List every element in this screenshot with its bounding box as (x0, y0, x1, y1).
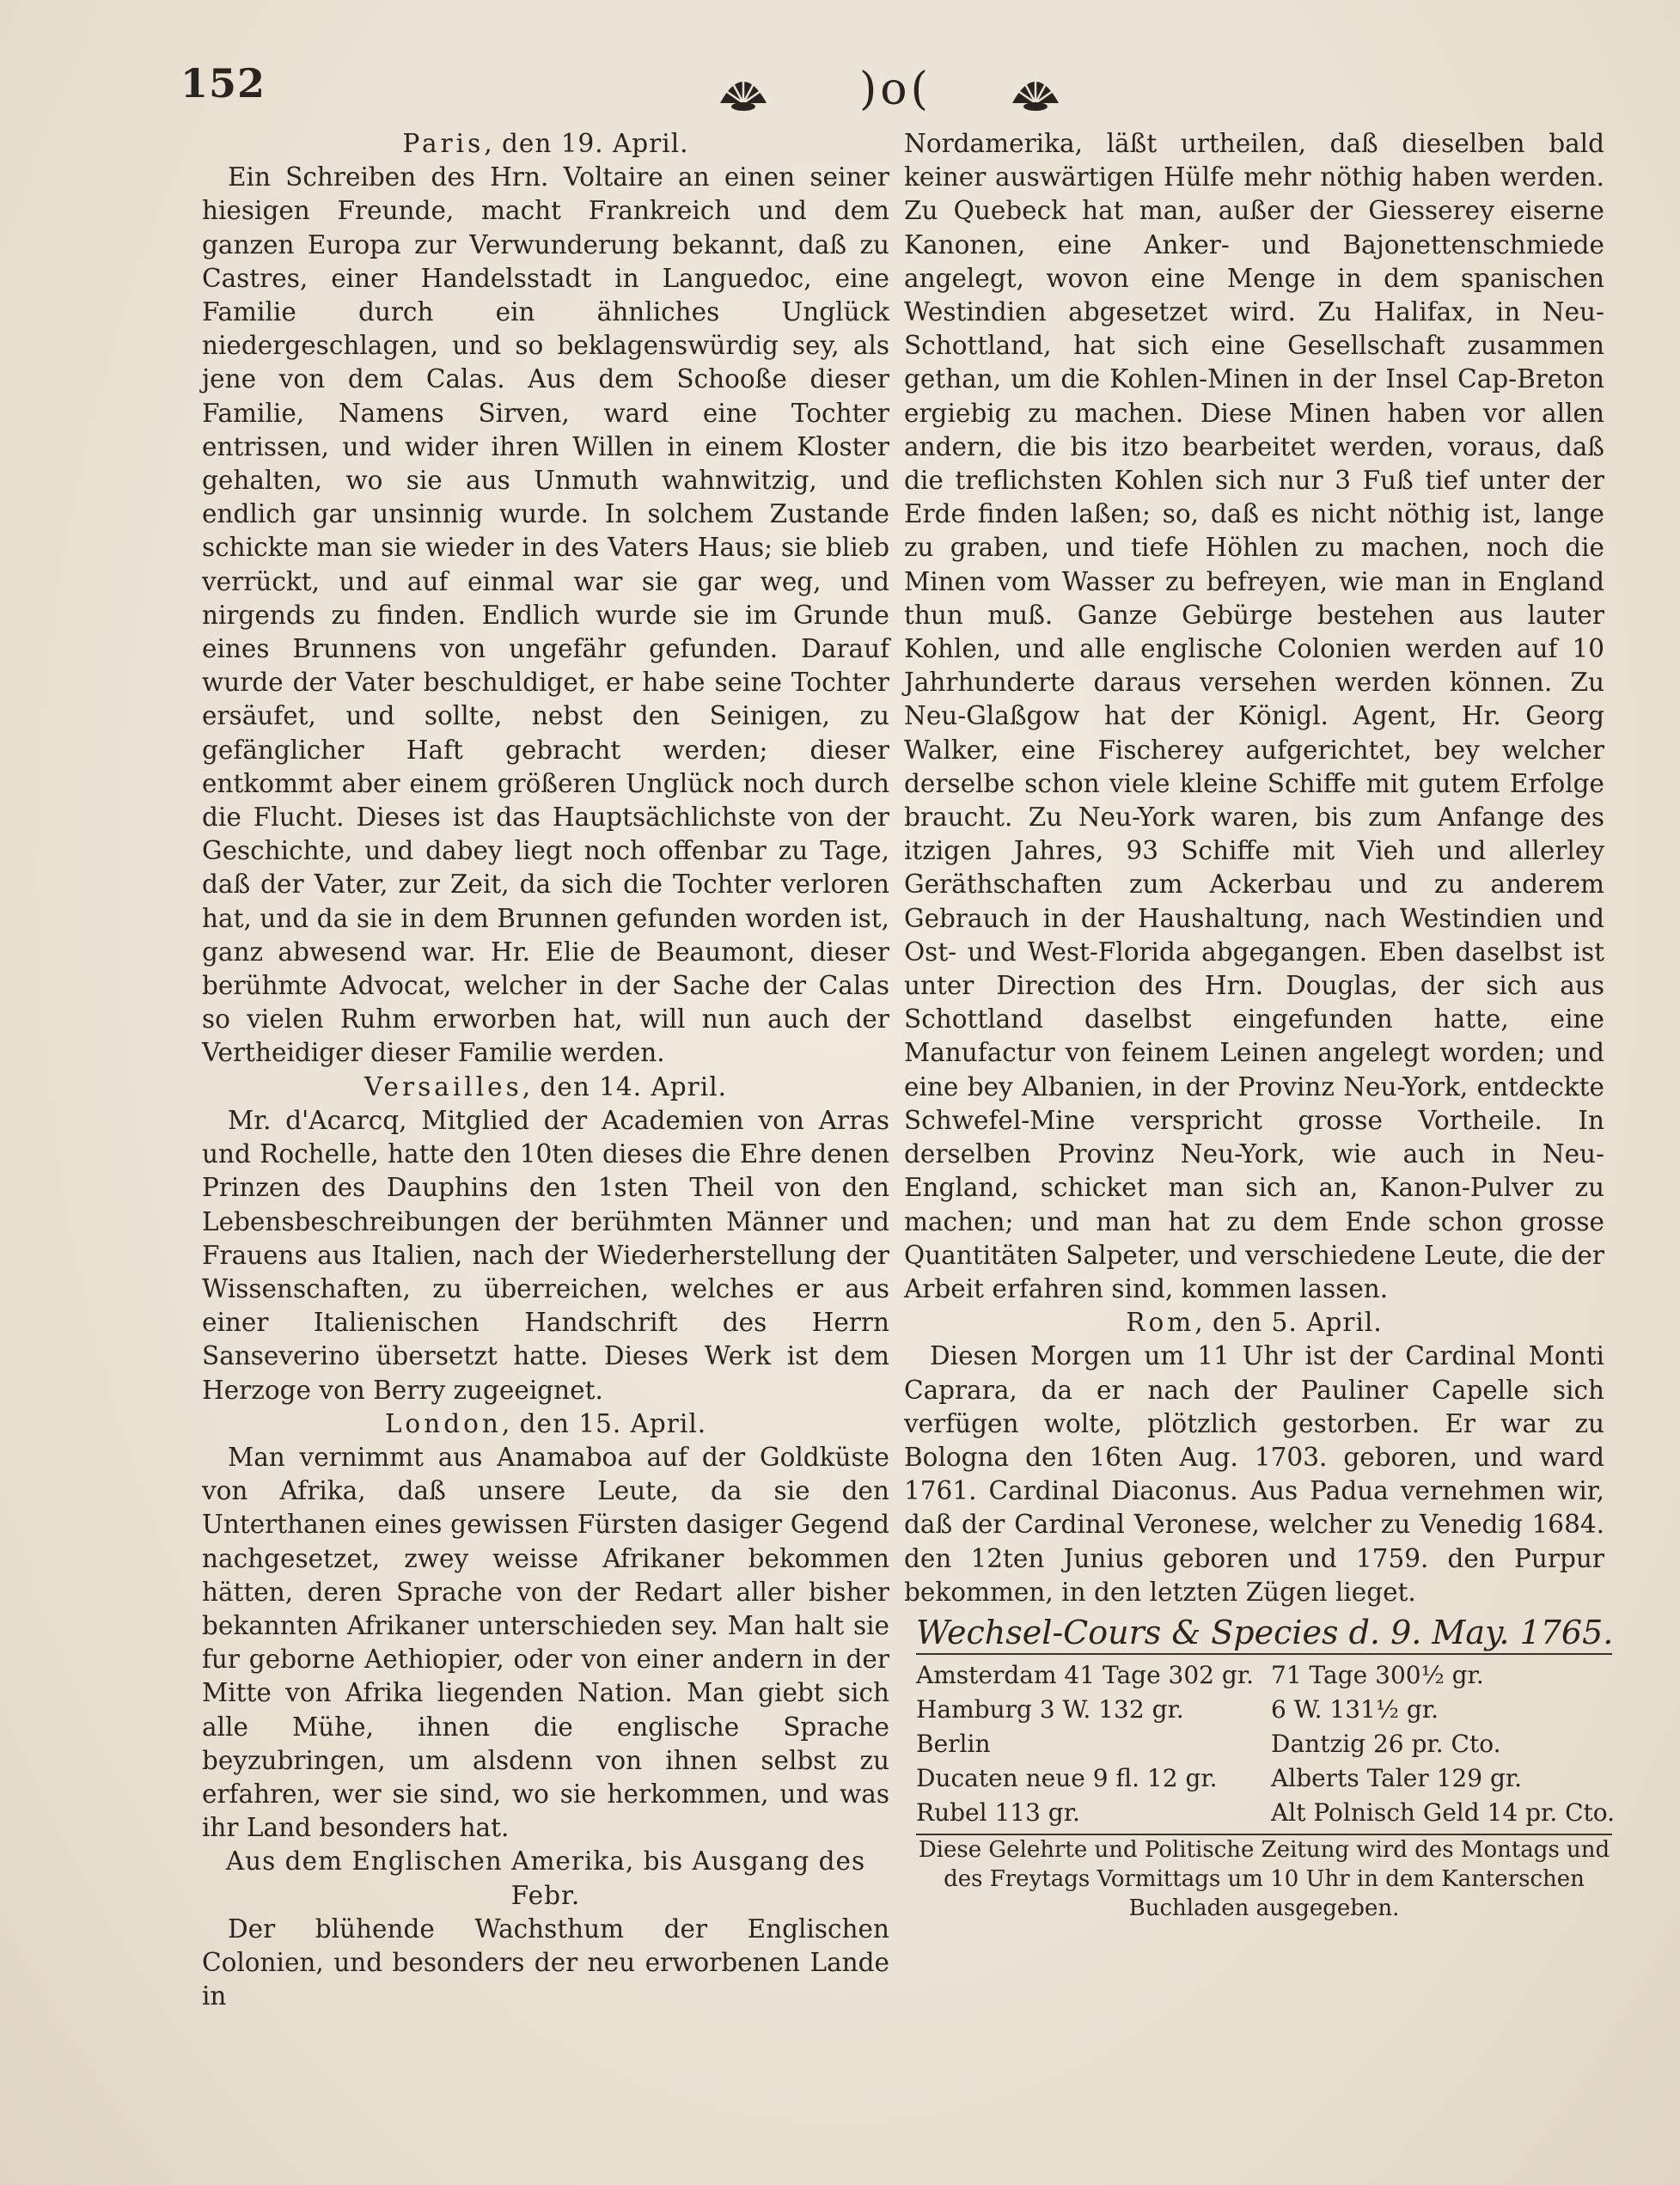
article-london: Man vernimmt aus Anamaboa auf der Goldküste von Afrika, daß unsere Leute, da sie den Unterthanen eines gewissen Fürsten dasiger Gegend nachgesetzet, zwey weisse Afrikaner bekommen hätten, deren Sprache von der Redart aller bisher bekannten Afrikaner unterschieden sey. Man halt sie fur geborne Aethiopier, oder von einer andern in der Mitte von Afrika liegenden Nation. Man giebt sich alle Mühe, ihnen die englische Sprache beyzubringen, um alsdenn von ihnen selbst zu erfahren, wer sie sind, wo sie herkommen, und was ihr Land besonders hat. (202, 1442, 889, 1843)
exchange-cell: Alberts Taler 129 gr. (1271, 1764, 1523, 1792)
page-number: 152 (180, 60, 266, 107)
dateline-london: London, den 15. April. (384, 1408, 707, 1438)
table-row (916, 1727, 1615, 1761)
exchange-cell: Amsterdam 41 Tage 302 gr. (916, 1661, 1255, 1689)
dateline-rom: Rom, den 5. April. (1126, 1308, 1383, 1338)
publication-notice: Diese Gelehrte und Politische Zeitung wird des Montags und des Freytags Vormittags um 10 Uhr in dem Kanterschen Buchladen ausgegeben. (918, 1837, 1610, 1921)
exchange-cell: Ducaten neue 9 fl. 12 gr. (916, 1764, 1218, 1792)
dateline-america: Aus dem Englischen Amerika, bis Ausgang des Febr. (225, 1846, 866, 1910)
table-row (916, 1761, 1615, 1796)
center-divider-mark: )o( (859, 64, 932, 115)
left-column (202, 127, 889, 2013)
page-header (180, 60, 1616, 120)
article-america-continued: Nordamerika, läßt urtheilen, daß dieselben bald keiner auswärtigen Hülfe mehr nöthig haben werden. Zu Quebeck hat man, außer der Giesserey eiserne Kanonen, eine Anker- und Bajonettenschmiede angelegt, wovon eine Menge in dem spanischen Westindien abgesetzet wird. Zu Halifax, in Neu-Schottland, hat sich eine Gesellschaft zusammen gethan, um die Kohlen-Minen in der Insel Cap-Breton ergiebig zu machen. Diese Minen haben vor allen andern, die bis itzo bearbeitet werden, voraus, daß die treflichsten Kohlen sich nur 3 Fuß tief unter der Erde finden laßen; so, daß es nicht nöthig ist, lange zu graben, und tiefe Höhlen zu machen, noch die Minen vom Wasser zu befreyen, wie man in England thun muß. Ganze Gebürge bestehen aus lauter Kohlen, und alle englische Colonien werden auf 10 Jahrhunderte daraus versehen werden können. Zu Neu-Glaßgow hat der Königl. Agent, Hr. Georg Walker, eine Fischerey aufgerichtet, bey welcher derselbe schon viele kleine Schiffe mit gutem Erfolge braucht. Zu Neu-York waren, bis zum Anfange des itzigen Jahres, 93 Schiffe mit Vieh und allerley Geräthschaften zum Ackerbau und zu anderem Gebrauch in der Haushaltung, nach Westindien und Ost- und West-Florida abgegangen. Eben daselbst ist unter Direction des Hrn. Douglas, der sich aus Schottland daselbst eingefunden hatte, eine Manufactur von feinem Leinen angelegt worden; und eine bey Albanien, in der Provinz Neu-York, entdeckte Schwefel-Mine verspricht grosse Vortheile. In derselben Provinz Neu-York, wie auch in Neu-England, schicket man sich an, Kanon-Pulver zu machen; und man hat zu dem Ende schon grosse Quantitäten Salpeter, und verschiedene Leute, die der Arbeit erfahren sind, kommen lassen. (904, 129, 1604, 1303)
article-rom: Diesen Morgen um 11 Uhr ist der Cardinal Monti Caprara, da er nach der Pauliner Capelle sich verfügen wolte, plötzlich gestorben. Er war zu Bologna den 16ten Aug. 1703. geboren, und ward 1761. Cardinal Diaconus. Aus Padua vernehmen wir, daß der Cardinal Veronese, welcher zu Venedig 1684. den 12ten Junius geboren und 1759. den Purpur bekommen, in den letzten Zügen lieget. (904, 1341, 1604, 1607)
article-america-start: Der blühende Wachsthum der Englischen Colonien, und besonders der neu erworbenen Lande in (202, 1913, 889, 2011)
article-versailles: Mr. d'Acarcq, Mitglied der Academien von Arras und Rochelle, hatte den 10ten dieses die Ehre denen Prinzen des Dauphins den 1sten Theil von den Lebensbeschreibungen der berühmten Männer und Frauens aus Italien, nach der Wiederherstellung der Wissenschaften, zu überreichen, welches er aus einer Italienischen Handschrift des Herrn Sanseverino übersetzt hatte. Dieses Werk ist dem Herzoge von Berry zugeeignet. (202, 1105, 889, 1405)
article-paris: Ein Schreiben des Hrn. Voltaire an einen seiner hiesigen Freunde, macht Frankreich und dem ganzen Europa zur Verwunderung bekannt, daß zu Castres, einer Handelsstadt in Languedoc, eine Familie durch ein ähnliches Unglück niedergeschlagen, und so beklagenswürdig sey, als jene von dem Calas. Aus dem Schooße dieser Familie, Namens Sirven, ward eine Tochter entrissen, und wider ihren Willen in einem Kloster gehalten, wo sie aus Unmuth wahnwitzig, und endlich gar unsinnig wurde. In solchem Zustande schickte man sie wieder in des Vaters Haus; sie blieb verrückt, und auf einmal war sie gar weg, und nirgends zu finden. Endlich wurde sie im Grunde eines Brunnens von ungefähr gefunden. Darauf wurde der Vater beschuldiget, er habe seine Tochter ersäufet, und sollte, nebst den Seinigen, zu gefänglicher Haft gebracht werden; dieser entkommt aber einem größeren Unglück noch durch die Flucht. Dieses ist das Hauptsächlichste von der Geschichte, und dabey liegt noch offenbar zu Tage, daß der Vater, zur Zeit, da sich die Tochter verloren hat, und da sie in dem Brunnen gefunden worden ist, ganz abwesend war. Hr. Elie de Beaumont, dieser berühmte Advocat, welcher in der Sache der Calas so vielen Ruhm erworben hat, will nun auch der Vertheidiger dieser Familie werden. (202, 162, 889, 1068)
exchange-cell: 71 Tage 300½ gr. (1271, 1661, 1484, 1689)
dateline-versailles: Versailles, den 14. April. (363, 1071, 728, 1102)
shell-ornament-icon (713, 65, 773, 113)
exchange-title: Wechsel-Cours & Species d. 9. May. 1765. (916, 1614, 1612, 1655)
exchange-cell: 6 W. 131½ gr. (1271, 1695, 1439, 1724)
table-row (916, 1658, 1615, 1693)
table-row (916, 1796, 1615, 1830)
exchange-cell: Hamburg 3 W. 132 gr. (916, 1695, 1184, 1724)
right-column (904, 127, 1604, 1609)
exchange-table (916, 1658, 1615, 1830)
exchange-cell: Rubel 113 gr. (916, 1798, 1080, 1827)
exchange-rates-box (916, 1614, 1616, 1835)
dateline-paris: Paris, den 19. April. (402, 129, 689, 158)
exchange-cell: Dantzig 26 pr. Cto. (1271, 1730, 1501, 1758)
table-row (916, 1693, 1615, 1727)
exchange-cell: Alt Polnisch Geld 14 pr. Cto. (1271, 1798, 1616, 1827)
shell-ornament-icon (1005, 65, 1066, 113)
exchange-cell: Berlin (916, 1730, 991, 1758)
